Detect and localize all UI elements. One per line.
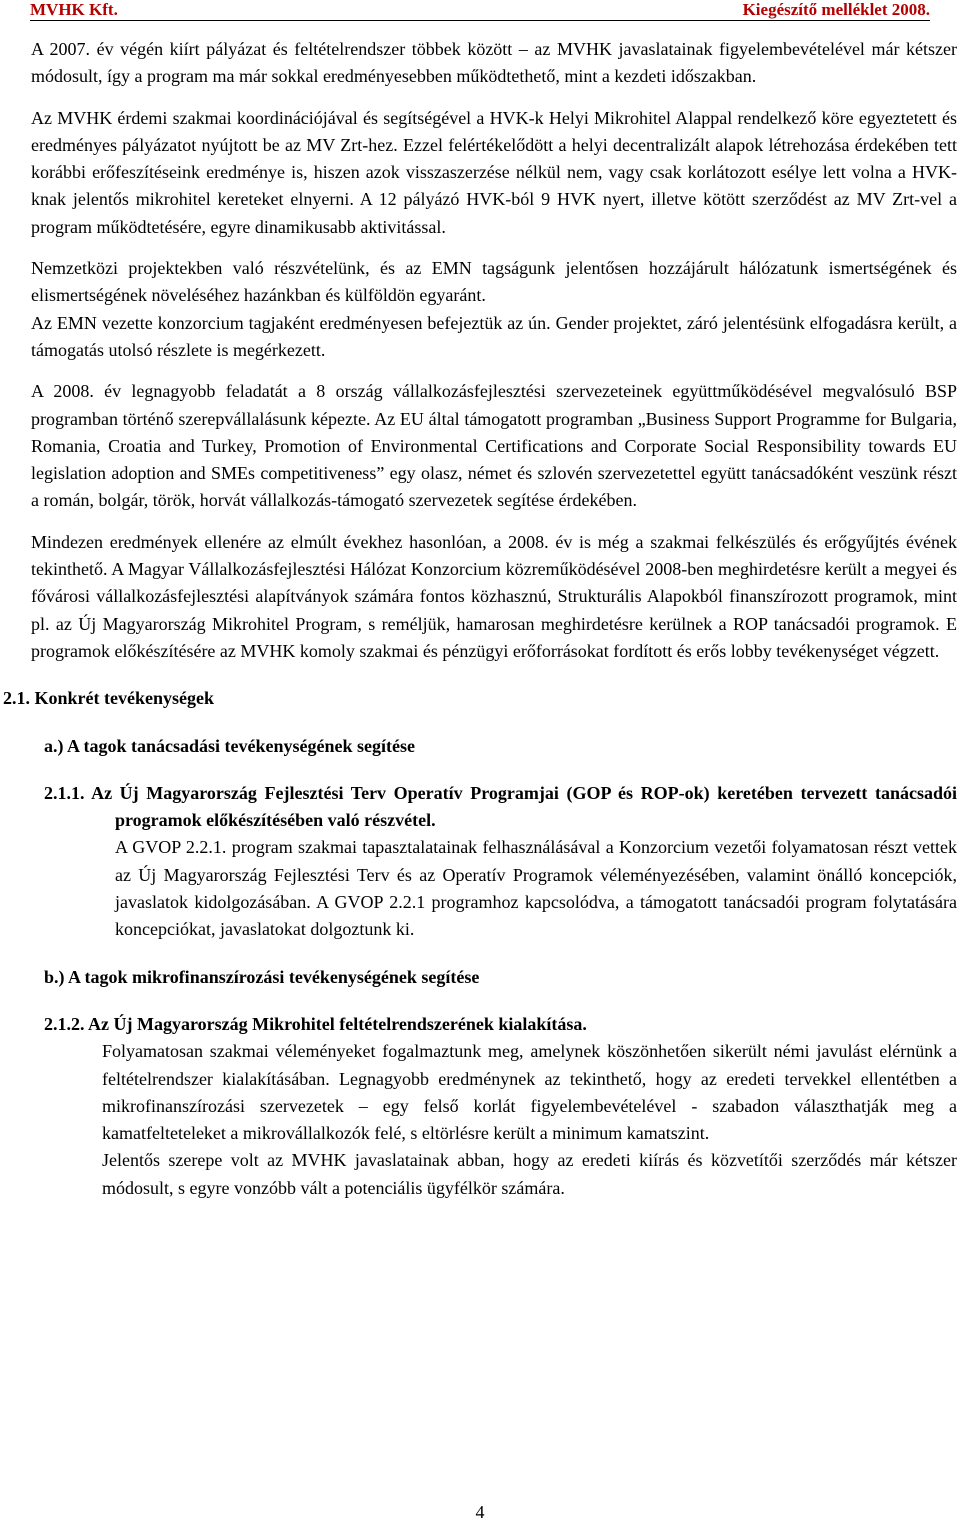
page-header — [30, 0, 930, 21]
paragraph-gender-project: Az EMN vezette konzorcium tagjaként eredményesen befejeztük az ún. Gender projektet, záró jelentésünk elfogadásra került, a támogatás utolsó részlete is megérkezett. — [31, 312, 957, 360]
item-2-1-2-body-2: Jelentős szerepe volt az MVHK javaslatainak abban, hogy az eredeti kiírás és közvetítői szerződés már kétszer módosult, s egyre vonzóbb vált a potenciális ügyfélkör számára. — [102, 1150, 957, 1198]
paragraph-bsp-program: A 2008. év legnagyobb feladatát a 8 ország vállalkozásfejlesztési szervezeteinek együttműködésével megvalósuló BSP programban történő szerepvállalásunk képezte. Az EU által támogatott programban „Business Support Programme for Bulgaria, Romania, Croatia and Turkey, Promotion of Environmental Certifications and Corporate Social Responsibility towards EU legislation adoption and SMEs competitiveness” egy olasz, német és szlovén szervezetettel együtt tanácsadóként veszünk részt a román, bolgár, török, horvát vállalkozás-támogató szervezetek segítése érdekében. — [31, 381, 957, 511]
paragraph-hvk-coordination: Az MVHK érdemi szakmai koordinációjával és segítségével a HVK-k Helyi Mikrohitel Alappal rendelkező köre egyeztetett és eredményes pályázatot nyújtott be az MV Zrt-hez. Ezzel felértékelődött a helyi decentralizált alapok létrehozása érdekében tett korábbi erőfeszítéseink eredménye is, hiszen azok visszaszerzése nélkül nem, vagy csak korlátozott esélye lett volna a HVK-knak jelentős mikrohitel kereteket elnyerni. A 12 pályázó HVK-ból 9 HVK nyert, illetve kötött szerződést az MV Zrt-vel a program működtetésére, egyre dinamikusabb aktivitással. — [31, 107, 957, 237]
header-company: MVHK Kft. — [30, 0, 118, 19]
section-heading: 2.1. Konkrét tevékenységek — [3, 688, 214, 709]
paragraph-international-projects: Nemzetközi projektekben való részvételünk, és az EMN tagságunk jelentősen hozzájárult hálózatunk ismertségének és elismertségének növeléséhez hazánkban és külföldön egyaránt. — [31, 258, 957, 306]
subsection-heading-b: b.) A tagok mikrofinanszírozási tevékenységének segítése — [44, 966, 480, 987]
item-2-1-1-body: A GVOP 2.2.1. program szakmai tapasztalatainak felhasználásával a Konzorcium vezetői folyamatosan részt vettek az Új Magyarország Fejlesztési Terv és az Operatív Programok véleményezésében, valamint önálló koncepciók, javaslatok kidolgozásában. A GVOP 2.2.1 programhoz kapcsolódva, a támogatott tanácsadói program folytatására koncepciókat, javaslatokat dolgoztunk ki. — [115, 837, 957, 940]
item-2-1-1-heading: 2.1.1. Az Új Magyarország Fejlesztési Terv Operatív Programjai (GOP és ROP-ok) keretében tervezett tanácsadói programok előkészítésében való részvétel. — [44, 782, 957, 831]
item-2-1-2-body-1: Folyamatosan szakmai véleményeket fogalmaztunk meg, amelynek köszönhetően sikerült némi javulást elérnünk a feltételrendszer kialakításában. Legnagyobb eredménynek az tekinthető, hogy az eredeti tervekkel ellentétben a mikrofinanszírozási szervezetek – egy felső korlát figyelembevételével - szabadon választhatják meg a kamatfelteteleket a mikrovállalkozók felé, s eltörlésre került a minimum kamatszint. — [102, 1041, 957, 1144]
subsection-heading-a: a.) A tagok tanácsadási tevékenységének segítése — [44, 735, 415, 756]
paragraph-2008-results: Mindezen eredmények ellenére az elmúlt évekhez hasonlóan, a 2008. év is még a szakmai felkészülés és erőgyűjtés évének tekinthető. A Magyar Vállalkozásfejlesztési Hálózat Konzorcium közreműködésével 2008-ben meghirdetésre került a megyei és fővárosi vállalkozásfejlesztési alapítványok számára fontos közhasznú, Strukturális Alapokból finanszírozott programok, mint pl. az Új Magyarország Mikrohitel Program, s reméljük, hamarosan meghirdetésre kerülnek a ROP tanácsadói programok. E programok előkészítésére az MVHK komoly szakmai és pénzügyi erőforrásokat fordított és erős lobby tevékenységet végzett. — [31, 531, 957, 661]
header-document-title: Kiegészítő melléklet 2008. — [742, 0, 930, 19]
document-body — [3, 36, 957, 1202]
page-number: 4 — [475, 1502, 485, 1522]
paragraph-2007-tender: A 2007. év végén kiírt pályázat és feltételrendszer többek között – az MVHK javaslatainak figyelembevételével már kétszer módosult, így a program ma már sokkal eredményesebben működtethető, mint a kezdeti időszakban. — [31, 39, 957, 87]
item-2-1-2-heading: 2.1.2. Az Új Magyarország Mikrohitel feltételrendszerének kialakítása. — [44, 1013, 587, 1034]
